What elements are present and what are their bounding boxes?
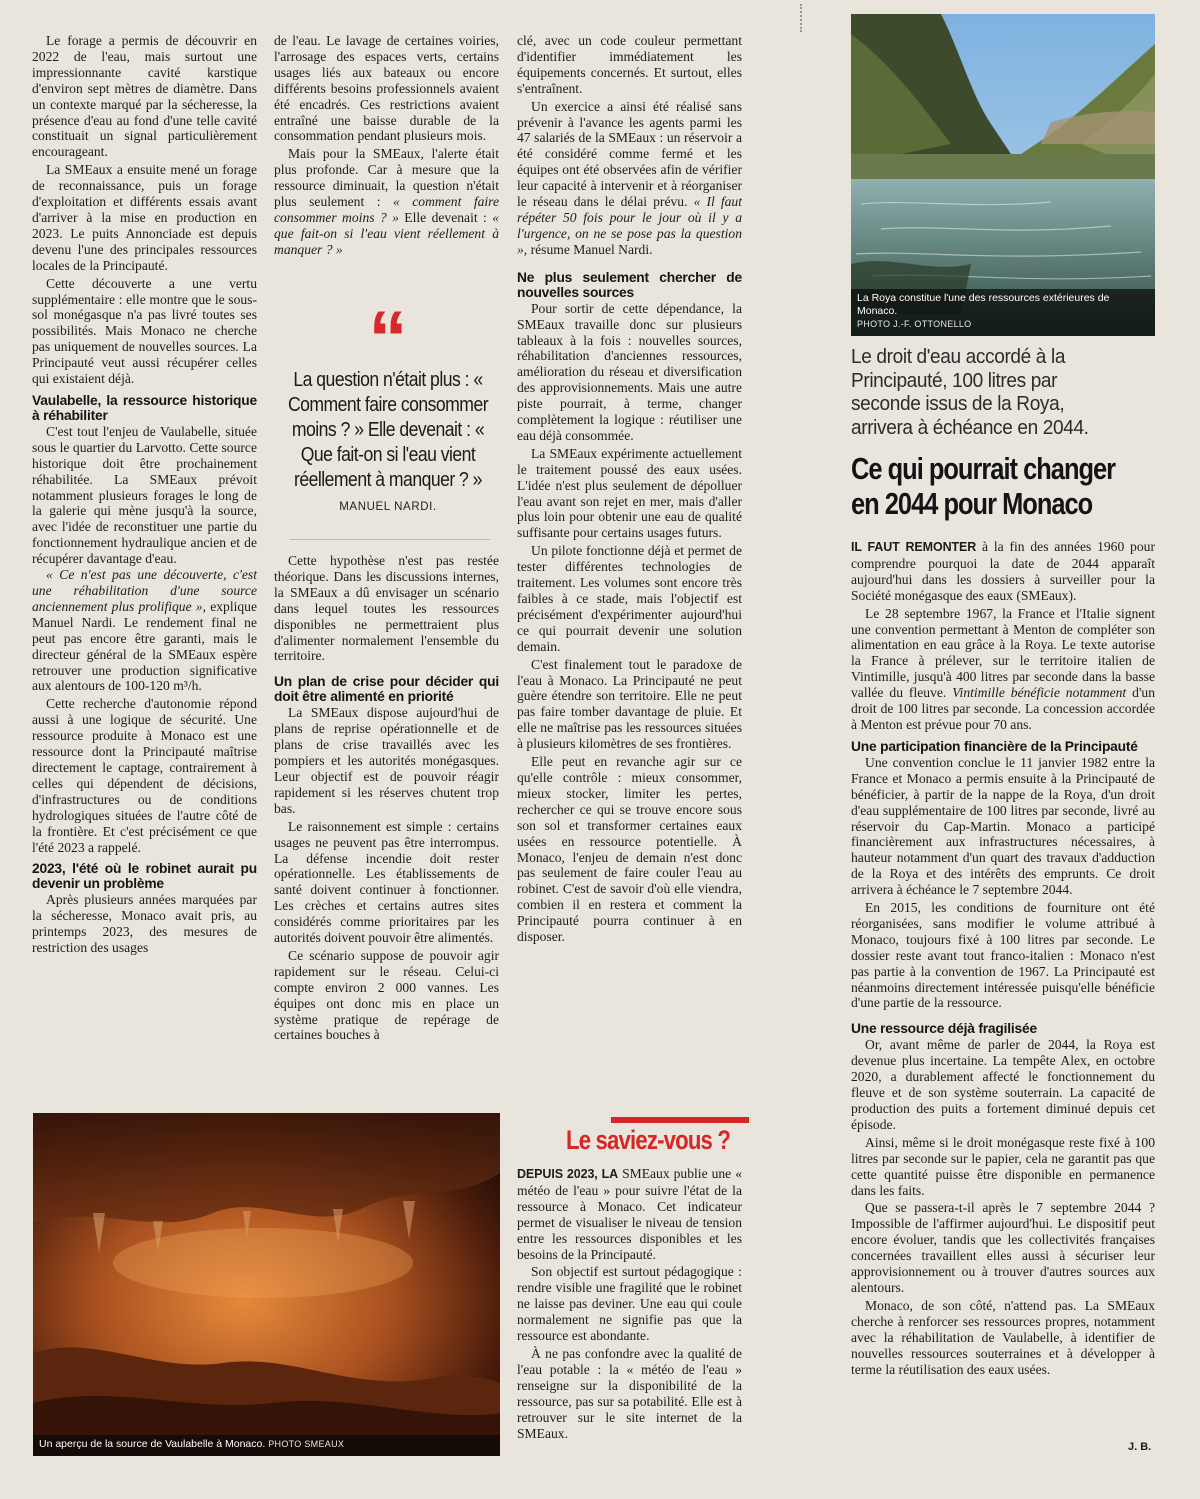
paragraph: C'est tout l'enjeu de Vaulabelle, située sous le quartier du Larvotto. Cette source historique doit être prochainement réhabilitée. La SMEaux prévoit notamment plusieurs forages le long de la galerie qui mène jusqu'à la source, avec l'idée de reconstituer une partie du fonctionnement hydraulique ancien et de récupérer davantage d'eau. — [32, 423, 257, 567]
paragraph: Monaco, de son côté, n'attend pas. La SMEaux cherche à renforcer ses ressources propres, notamment avec la réhabilitation de Vaulabelle, à identifier de nouvelles ressources souterraines et à développer à terme la réutilisation des eaux usées. — [851, 1297, 1155, 1377]
paragraph: Après plusieurs années marquées par la sécheresse, Monaco avait pris, au printemps 2023, des mesures de restriction des usages — [32, 892, 257, 956]
paragraph: Elle peut en revanche agir sur ce qu'elle contrôle : mieux consommer, mieux stocker, limiter les pertes, rechercher ce qui se trouve encore sous son sol et transformer certaines eaux usées en ressource potentielle. À Monaco, l'enjeu de demain n'est donc pas seulement de faire couler l'eau au robinet. C'est de savoir d'où elle viendra, combien il en restera et comment la Principauté pourra continuer à en disposer. — [517, 754, 742, 945]
paragraph: Or, avant même de parler de 2044, la Roya est devenue plus incertaine. La tempête Alex, en octobre 2020, a durablement affecté le fonctionnement du fleuve et de son système souterrain. La capacité de production des puits a fortement diminué depuis cet épisode. — [851, 1037, 1155, 1132]
headline-line: Ce qui pourrait changer — [851, 451, 1116, 486]
headline-line: en 2044 pour Monaco — [851, 486, 1093, 521]
pull-quote-author: MANUEL NARDI. — [339, 501, 437, 513]
article-column-2 — [274, 33, 499, 258]
pull-quote — [270, 294, 506, 513]
standfirst — [851, 345, 1149, 439]
photo-caption — [851, 289, 1155, 336]
paragraph — [274, 146, 499, 257]
standfirst-line: arrivera à échéance en 2044. — [851, 415, 1089, 439]
quote-inline: « que fait-on si l'eau vient réellement à manquer ? » — [274, 209, 499, 257]
pull-quote-text: La question n'était plus : « Comment faire consommer moins ? » Elle devenait : « Que fait-on si l'eau vient réellement à manquer ? » — [287, 369, 489, 491]
photo-caption — [33, 1435, 500, 1456]
text-run: Le 28 septembre 1967, la France et l'Italie signent une convention permettant à Menton de compléter son alimentation en eau grâce à la Roya. Le texte autorise la France à prélever, sur le territoire italien de Vintimille, jusqu'à 400 litres par seconde dans la basse vallée du fleuve. — [851, 605, 1155, 701]
caption-text: La Roya constitue l'une des ressources extérieures de Monaco. — [857, 292, 1110, 317]
paragraph: La SMEaux expérimente actuellement le traitement poussé des eaux usées. L'idée n'est plus seulement de dépolluer l'eau avant son rejet en mer, mais d'aller plus loin pour obtenir une eau de qualité suffisante pour certains usages futurs. — [517, 445, 742, 541]
article-column-1 — [32, 33, 257, 956]
cave-illustration — [33, 1113, 500, 1456]
lead-in: IL FAUT REMONTER — [851, 540, 977, 554]
text-run: Elle devenait : — [398, 209, 493, 225]
paragraph: C'est finalement tout le paradoxe de l'eau à Monaco. La Principauté ne peut guère étendre son territoire. Elle ne peut pas faire tomber davantage de pluie. Et elle ne maîtrise pas les ressources situées à plusieurs kilomètres de ses frontières. — [517, 656, 742, 752]
paragraph: La SMEaux dispose aujourd'hui de plans de reprise opérationnelle et de plans de crise travaillés avec les pompiers et les autorités monégasques. Leur objectif est de pouvoir réagir rapidement si les réserves chutent trop bas. — [274, 705, 499, 816]
article-column-3 — [517, 33, 742, 945]
box-title: Le saviez-vous ? — [566, 1125, 731, 1155]
paragraph: Une convention conclue le 11 janvier 1982 entre la France et Monaco a permis ensuite à la Principauté de bénéficier, à partir de la nappe de la Roya, d'un droit d'eau supplémentaire de 100 litres par seconde, livré au réservoir du Cap-Martin. Monaco a participé financièrement aux infrastructures nécessaires, à hauteur notamment d'un quart des travaux d'adduction de la Roya et des intérêts des emprunts. Ce droit arrivera à échéance le 7 septembre 2044. — [851, 754, 1155, 898]
subheading: Un plan de crise pour décider qui doit être alimenté en priorité — [274, 674, 499, 705]
column-separator — [800, 4, 802, 32]
standfirst-line: Le droit d'eau accordé à la — [851, 345, 1066, 368]
paragraph: Cette découverte a une vertu supplémentaire : elle montre que le sous-sol monégasque n'a pas livré toutes ses possibilités. Mais Monaco ne cherche pas uniquement de nouvelles sources. La Principauté veut aussi récupérer celles qui existaient déjà. — [32, 275, 257, 387]
paragraph — [851, 539, 1155, 604]
paragraph — [517, 99, 742, 258]
caption-text: Un aperçu de la source de Vaulabelle à Monaco. — [39, 1438, 266, 1450]
subheading: Une participation financière de la Principauté — [851, 738, 1138, 754]
divider — [290, 539, 490, 540]
info-box — [517, 1166, 742, 1441]
subheading: 2023, l'été où le robinet aurait pu devenir un problème — [32, 861, 257, 892]
quote-inline: « comment faire consommer moins ? » — [274, 194, 499, 225]
quote-inline: « Ce n'est pas une découverte, c'est une réhabilitation d'une source anciennement plus prolifique » — [32, 567, 257, 614]
paragraph: Cette recherche d'autonomie répond aussi à une logique de sécurité. Une ressource produite à Monaco est une ressource dont la Principauté maîtrise directement le captage, contrairement à celles qui dépendent de décisions, d'infrastructures ou de conditions hydrologiques situées de l'autre côté de la frontière. Et c'est précisément ce que l'été 2023 a rappelé. — [32, 696, 257, 855]
paragraph — [517, 1166, 742, 1262]
cave-photo — [33, 1113, 500, 1456]
box-accent-bar — [611, 1117, 749, 1123]
paragraph: Ainsi, même si le droit monégasque reste fixé à 100 litres par seconde sur le papier, cela ne garantit pas que cette quantité puisse être disponible en permanence dans les faits. — [851, 1134, 1155, 1198]
subheading: Une ressource déjà fragilisée — [851, 1021, 1037, 1037]
subheading: Vaulabelle, la ressource historique à réhabiliter — [32, 392, 257, 423]
paragraph: Un pilote fonctionne déjà et permet de tester différentes technologies de traitement. Les volumes sont encore très faibles à ce stade, mais l'objectif est précisément d'expérimenter aujourd'hui ce qui pourrait devenir une solution demain. — [517, 543, 742, 654]
author-signature: J. B. — [1128, 1441, 1152, 1453]
paragraph: Le forage a permis de découvrir en 2022 de l'eau, mais surtout une impressionnante cavité karstique d'environ sept mètres de diamètre. Dans un contexte marqué par la sécheresse, la présence d'eau au fond d'une telle cavité constituait un signal particulièrement encourageant. — [32, 33, 257, 160]
paragraph: Ce scénario suppose de pouvoir agir rapidement sur le réseau. Celui-ci compte environ 2 000 vannes. Les équipes ont donc mis en place un système pratique de repérage de certaines bouches à — [274, 947, 499, 1043]
text-run: à la fin des années 1960 pour comprendre pourquoi la date de 2044 apparaît aujourd'hui dans les dossiers à surveiller pour la Société monégasque des eaux (SMEaux). — [851, 539, 1155, 603]
paragraph — [32, 567, 257, 694]
paragraph: clé, avec un code couleur permettant d'identifier immédiatement les équipements concernés. Et surtout, elles s'entraînent. — [517, 33, 742, 96]
lead-in: DEPUIS 2023, LA — [517, 1167, 619, 1181]
article-column-2-continued — [274, 553, 499, 1043]
paragraph: Cette hypothèse n'est pas restée théorique. Dans les discussions internes, la SMEaux a dû envisager un scénario dans lequel toutes les ressources disponibles ne permettraient plus d'alimenter normalement l'ensemble du territoire. — [274, 553, 499, 664]
standfirst-line: seconde issus de la Roya, — [851, 392, 1065, 415]
article-headline — [851, 451, 1122, 521]
paragraph: Pour sortir de cette dépendance, la SMEaux travaille donc sur plusieurs tableaux à la fois : nouvelles sources, réhabilitation d'anciennes ressources, amélioration du réseau et diversification des approvisionnements. Mais une autre piste pourrait, à terme, changer complètement la logique : réutiliser une eau déjà consommée. — [517, 300, 742, 443]
paragraph — [851, 606, 1155, 733]
paragraph: Le raisonnement est simple : certains usages ne peuvent pas être interrompus. La défense incendie doit rester opérationnelle. Les établissements de santé doivent continuer à fonctionner. Les crèches et certains autres sites considérés comme prioritaires par les autorités doivent pouvoir être alimentés. — [274, 818, 499, 946]
subheading: Ne plus seulement chercher de nouvelles sources — [517, 269, 742, 300]
text-run: Un exercice a ainsi été réalisé sans prévenir à l'avance les agents parmi les 47 salariés de la SMEaux : un réservoir a été considéré comme fermé et les équipes ont été observées afin de vérifier leur capacité à intervenir et à réorganiser le réseau dans le délai prévu. — [517, 98, 742, 210]
article-column-4 — [851, 539, 1155, 1377]
river-illustration — [851, 14, 1155, 336]
text-run: Vintimille bénéficie notamment — [952, 685, 1127, 701]
roya-photo — [851, 14, 1155, 336]
paragraph: de l'eau. Le lavage de certaines voiries, l'arrosage des espaces verts, certains usages liés aux bateaux ou encore différents besoins professionnels avaient été encadrés. Ces restrictions avaient entraîné une baisse durable de la consommation pendant plusieurs mois. — [274, 33, 499, 144]
paragraph: En 2015, les conditions de fourniture ont été réorganisées, sans modifier le volume attribué à Monaco, toujours fixé à 100 litres par seconde. Le dossier reste avant tout franco-italien : Monaco n'est pas partie à la convention de 1967. La Principauté est néanmoins directement intéressée puisqu'elle bénéficie d'une partie de la ressource. — [851, 900, 1155, 1011]
photo-credit: PHOTO SMEAUX — [268, 1439, 345, 1449]
text-run: SMEaux publie une « météo de l'eau » pour suivre l'état de la ressource à Monaco. Cet indicateur permet de visualiser le niveau de tension entre les ressources disponibles et les besoins de la Principauté. — [517, 1166, 742, 1262]
standfirst-line: Principauté, 100 litres par — [851, 368, 1058, 392]
paragraph: À ne pas confondre avec la qualité de l'eau potable : la « météo de l'eau » renseigne sur la disponibilité de la ressource, pas sur sa potabilité. Elle est à retrouver sur le site internet de la SMEaux. — [517, 1345, 742, 1441]
quote-inline: « Il faut répéter 50 fois pour le jour où il y a l'urgence, on ne se pose pas la question » — [517, 194, 742, 257]
paragraph: Que se passera-t-il après le 7 septembre 2044 ? Impossible de l'affirmer aujourd'hui. Le dispositif peut encore évoluer, tandis que les collectivités françaises concernées travaillent elles aussi à sécuriser leur approvisionnement ou à trouver d'autres sources aux alentours. — [851, 1200, 1155, 1295]
paragraph: La SMEaux a ensuite mené un forage de reconnaissance, puis un forage d'exploitation et différents essais avant d'arriver à la mise en production en 2023. Le puits Annonciade est depuis devenu l'une des principales ressources locales de la Principauté. — [32, 162, 257, 273]
quote-attribution: , explique Manuel Nardi. Le rendement final ne peut pas encore être garanti, mais le directeur général de la SMEaux espère retrouver une production significative aux alentours de 100-120 m³/h. — [32, 598, 257, 694]
photo-credit: PHOTO J.-F. OTTONELLO — [857, 319, 972, 329]
text-run: Mais pour la SMEaux, l'alerte était plus profonde. Car à mesure que la ressource diminuait, la question n'était plus seulement : — [274, 146, 499, 210]
quote-mark-icon: “ — [368, 294, 408, 382]
paragraph: Son objectif est surtout pédagogique : rendre visible une fragilité que le robinet ne laisse pas deviner. Une eau qui coule normalement ne signifie pas que la ressource est abondante. — [517, 1264, 742, 1344]
text-run: d'un droit de 100 litres par seconde. La concession accordée à Menton est prévue pour 70 ans. — [851, 685, 1156, 732]
text-run: , résume Manuel Nardi. — [523, 241, 653, 257]
